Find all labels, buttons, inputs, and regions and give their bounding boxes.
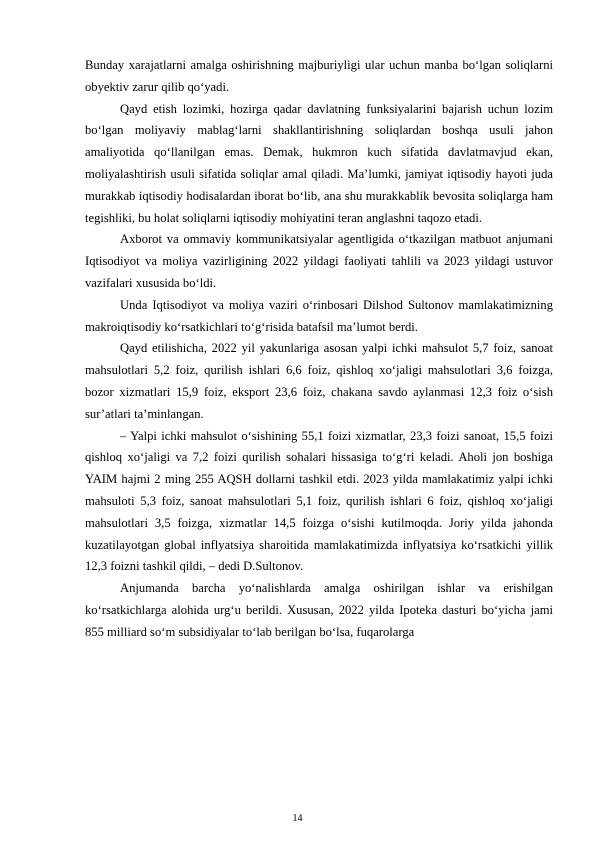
paragraph-2022-results: Qayd etilishicha, 2022 yil yakunlariga asosan yalpi ichki mahsulot 5,7 foiz, sanoat mahsulotlari 5,2 foiz, qurilish ishlari 6,6 foiz, qishloq xo‘jaligi mahsulotlari 3,6 foizga, bozor xizmatlari 15,9 foiz, eksport 23,6 foiz, chakana savdo aylanmasi 12,3 foiz o‘sish sur’atlari ta’minlangan. [85,341,553,421]
paragraph-press-conference: Axborot va ommaviy kommunikatsiyalar agentligida o‘tkazilgan matbuot anjumani Iqtisodiyot va moliya vazirligining 2022 yildagi faoliyati tahlili va 2023 yildagi ustuvor vazifalari xususida bo‘ldi. [85,232,553,290]
paragraph-taxes-necessity: Bunday xarajatlarni amalga oshirishning majburiyligi ular uchun manba bo‘lgan soliqlarni obyektiv zarur qilib qo‘yadi. [85,58,553,94]
paragraph-mortgage-program: Anjumanda barcha yo‘nalishlarda amalga oshirilgan ishlar va erishilgan ko‘rsatkichlarga alohida urg‘u berildi. Xususan, 2022 yilda Ipoteka dasturi bo‘yicha jami 855 milliard so‘m subsidiyalar to‘lab berilgan bo‘lsa, fuqarolarga [85,581,553,639]
paragraph-deputy-minister: Unda Iqtisodiyot va moliya vaziri o‘rinbosari Dilshod Sultonov mamlakatimizning makroiqtisodiy ko‘rsatkichlari to‘g‘risida batafsil ma’lumot berdi. [85,297,553,334]
document-page [85,55,553,644]
paragraph-tax-financing-method: Qayd etish lozimki, hozirga qadar davlatning funksiyalarini bajarish uchun lozim bo‘lgan moliyaviy mablag‘larni shakllantirishning soliqlardan boshqa usuli jahon amaliyotida qo‘llanilgan emas. Demak, hukmron kuch sifatida davlatmavjud ekan, moliyalashtirish usuli sifatida soliqlar amal qiladi. Ma’lumki, jamiyat iqtisodiy hayoti juda murakkab iqtisodiy hodisalardan iborat bo‘lib, ana shu murakkablik bevosita soliqlarga ham tegishliki, bu holat soliqlarni iqtisodiy mohiyatini teran anglashni taqozo etadi. [85,101,553,225]
page-number: 14 [292,813,303,824]
paragraph-gdp-growth-quote: – Yalpi ichki mahsulot o‘sishining 55,1 foizi xizmatlar, 23,3 foizi sanoat, 15,5 foizi qishloq xo‘jaligi va 7,2 foizi qurilish sohalari hissasiga to‘g‘ri keladi. Aholi jon boshiga YAIM hajmi 2 ming 255 AQSH dollarni tashkil etdi. 2023 yilda mamlakatimiz yalpi ichki mahsuloti 5,3 foiz, sanoat mahsulotlari 5,1 foiz, qurilish ishlari 6 foiz, qishloq xo‘jaligi mahsulotlari 3,5 foizga, xizmatlar 14,5 foizga o‘sishi kutilmoqda. Joriy yilda jahonda kuzatilayotgan global inflyatsiya sharoitida mamlakatimizda inflyatsiya ko‘rsatkichi yillik 12,3 foizni tashkil qildi, – dedi D.Sultonov. [85,428,553,574]
